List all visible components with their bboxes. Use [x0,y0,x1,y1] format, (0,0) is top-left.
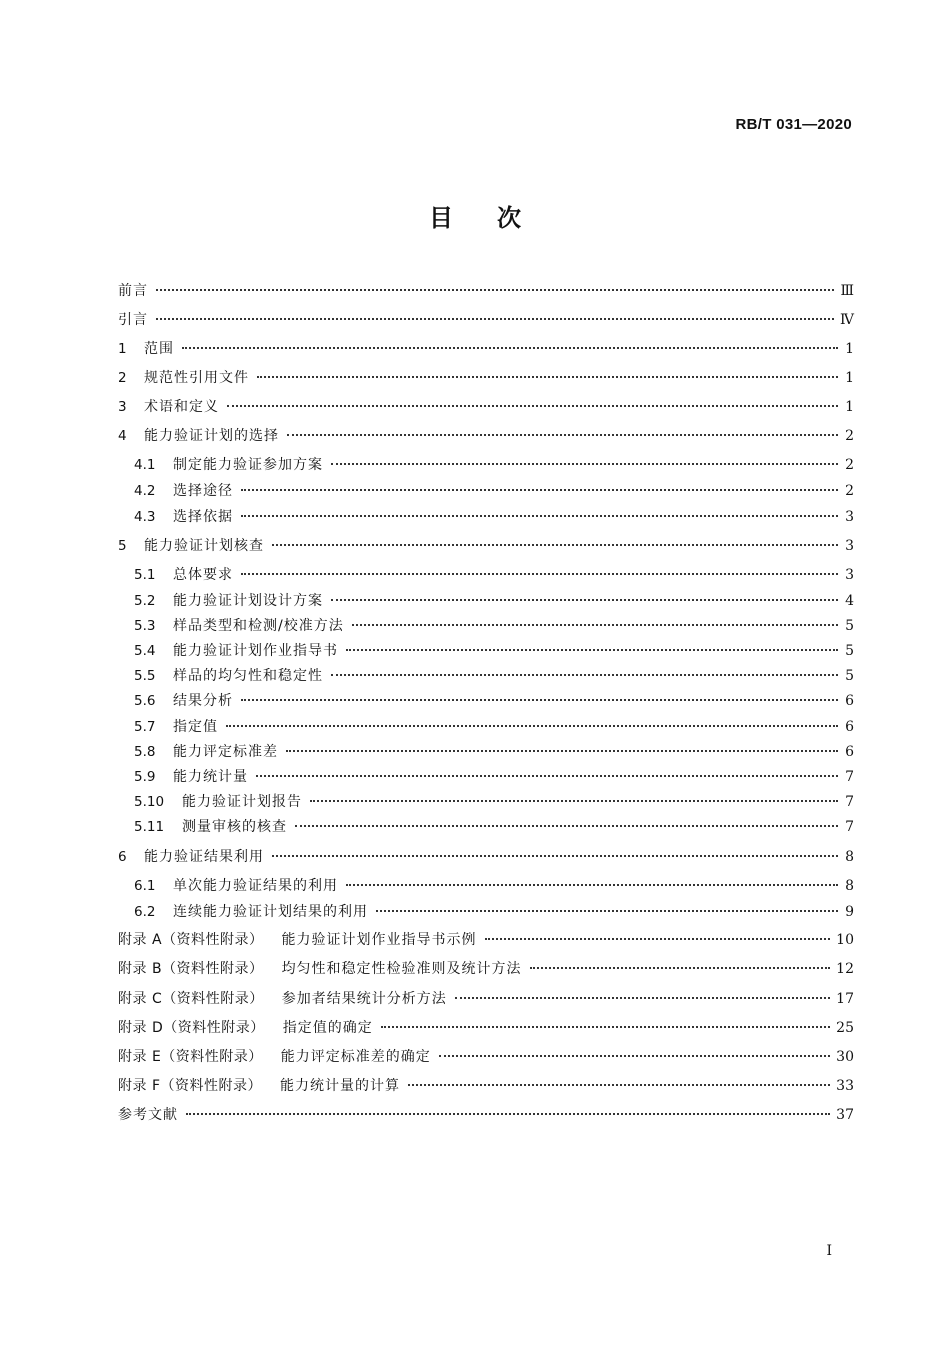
dot-leader [331,598,838,601]
toc-entry-page: Ⅲ [840,283,854,299]
toc-entry-number: 5.11 [134,819,165,835]
toc-entry-page: 3 [845,509,854,525]
toc-entry-page: 5 [845,618,854,634]
dot-leader [186,1112,830,1115]
toc-entry[interactable] [134,454,854,476]
toc-entry[interactable] [118,1046,854,1068]
toc-entry[interactable] [118,396,854,418]
toc-entry-number: 4 [118,428,127,444]
toc-entry[interactable] [134,590,854,612]
toc-entry-number: 3 [118,399,127,415]
toc-entry-label: 前言 [118,283,148,299]
toc-entry-label: 能力评定标准差的确定 [280,1049,431,1065]
toc-entry[interactable] [118,280,854,302]
toc-entry-page: 5 [845,668,854,684]
toc-entry-number: 1 [118,341,127,357]
toc-entry[interactable] [134,564,854,586]
toc-entry-label: 术语和定义 [144,399,219,415]
toc-entry-page: 33 [836,1078,854,1094]
dot-leader [485,937,831,940]
toc-title-char-2: 次 [497,204,521,232]
dot-leader [286,749,838,752]
toc-entry-label: 制定能力验证参加方案 [173,457,323,473]
dot-leader [156,317,834,320]
dot-leader [287,433,838,436]
toc-entry-page: 17 [836,991,854,1007]
toc-entry-page: 2 [845,483,854,499]
toc-entry-label: 测量审核的核查 [182,819,287,835]
toc-annex-id: 附录 E（资料性附录） [118,1049,263,1065]
toc-entry-page: 8 [845,878,854,894]
toc-entry[interactable] [118,535,854,557]
toc-entry-page: Ⅳ [840,312,854,328]
dot-leader [530,966,831,969]
toc-entry[interactable] [134,741,854,763]
dot-leader [272,543,838,546]
toc-entry-label: 规范性引用文件 [144,370,249,386]
toc-annex-id: 附录 F（资料性附录） [118,1078,263,1094]
toc-entry-number: 2 [118,370,127,386]
toc-entry-number: 4.3 [134,509,156,525]
toc-entry[interactable] [118,929,854,951]
toc-entry-label: 选择依据 [173,509,233,525]
dot-leader [227,404,838,407]
toc-entry-label: 能力验证结果利用 [144,849,264,865]
dot-leader [226,724,838,727]
toc-entry[interactable] [134,506,854,528]
toc-entry-page: 9 [845,904,854,920]
toc-entry-number: 4.2 [134,483,156,499]
toc-entry-label: 能力评定标准差 [173,744,278,760]
dot-leader [156,288,834,291]
toc-entry[interactable] [134,690,854,712]
toc-entry-number: 5.9 [134,769,156,785]
toc-entry[interactable] [134,615,854,637]
toc-entry[interactable] [118,367,854,389]
toc-entry-label: 能力验证计划核查 [144,538,264,554]
toc-title [0,198,950,233]
toc-entry-number: 4.1 [134,457,156,473]
toc-entry-number: 5.4 [134,643,156,659]
toc-entry[interactable] [134,716,854,738]
toc-entry-page: 10 [836,932,854,948]
toc-entry[interactable] [118,1017,854,1039]
dot-leader [381,1025,830,1028]
toc-entry-page: 30 [836,1049,854,1065]
toc-entry-number: 5.10 [134,794,165,810]
toc-entry-number: 5.6 [134,693,156,709]
toc-entry-page: 5 [845,643,854,659]
toc-entry-label: 引言 [118,312,148,328]
toc-entry-label: 能力验证计划作业指导书 [173,643,338,659]
toc-entry-label: 样品的均匀性和稳定性 [173,668,323,684]
toc-entry-page: 7 [845,819,854,835]
toc-entry[interactable] [118,1104,854,1126]
toc-entry-page: 6 [845,719,854,735]
toc-annex-id: 附录 B（资料性附录） [118,961,264,977]
toc-entry[interactable] [118,425,854,447]
toc-entry-label: 指定值 [173,719,218,735]
toc-entry-label: 能力统计量 [173,769,248,785]
toc-entry-label: 总体要求 [173,567,233,583]
toc-entry[interactable] [134,791,854,813]
toc-entry-number: 6.1 [134,878,156,894]
dot-leader [295,824,838,827]
toc-entry[interactable] [134,640,854,662]
toc-entry-page: 1 [845,399,854,415]
toc-entry-number: 6 [118,849,127,865]
standard-code: RB/T 031—2020 [735,116,852,133]
toc-entry-label: 参考文献 [118,1107,178,1123]
toc-entry-number: 5.7 [134,719,156,735]
toc-entry-page: 3 [845,567,854,583]
toc-entry-page: 12 [836,961,854,977]
toc-entry-label: 能力验证计划的选择 [144,428,279,444]
dot-leader [272,854,838,857]
dot-leader [352,623,838,626]
toc-entry-number: 5.8 [134,744,156,760]
dot-leader [346,648,838,651]
toc-entry[interactable] [118,338,854,360]
toc-entry[interactable] [118,958,854,980]
toc-entry[interactable] [118,309,854,331]
toc-entry-number: 5.5 [134,668,156,684]
toc-entry-label: 能力验证计划报告 [182,794,302,810]
toc-entry-label: 连续能力验证计划结果的利用 [173,904,368,920]
toc-entry-label: 指定值的确定 [282,1020,373,1036]
toc-entry-label: 结果分析 [173,693,233,709]
toc-entry-page: 7 [845,794,854,810]
toc-entry[interactable] [134,901,854,923]
toc-entry-number: 5.3 [134,618,156,634]
toc-entry[interactable] [134,480,854,502]
toc-entry-label: 均匀性和稳定性检验准则及统计方法 [281,961,522,977]
toc-annex-id: 附录 A（资料性附录） [118,932,264,948]
toc-entry-page: 37 [836,1107,854,1123]
toc-entry-page: 2 [845,457,854,473]
toc-entry-label: 选择途径 [173,483,233,499]
toc-entry-page: 6 [845,693,854,709]
dot-leader [256,774,838,777]
toc-entry-page: 25 [836,1020,854,1036]
toc-entry-number: 5.2 [134,593,156,609]
toc-annex-id: 附录 D（资料性附录） [118,1020,265,1036]
toc-entry[interactable] [134,665,854,687]
toc-entry-number: 5 [118,538,127,554]
toc-entry[interactable] [134,875,854,897]
dot-leader [241,572,838,575]
toc-entry-page: 4 [845,593,854,609]
dot-leader [408,1083,830,1086]
toc-entry-page: 2 [845,428,854,444]
dot-leader [331,462,838,465]
toc-entry-label: 能力验证计划设计方案 [173,593,323,609]
toc-entry-page: 6 [845,744,854,760]
toc-entry[interactable] [118,846,854,868]
toc-entry[interactable] [134,766,854,788]
toc-entry-page: 7 [845,769,854,785]
dot-leader [376,909,838,912]
dot-leader [439,1054,830,1057]
dot-leader [182,346,838,349]
dot-leader [331,673,838,676]
toc-annex-id: 附录 C（资料性附录） [118,991,264,1007]
dot-leader [455,996,830,999]
toc-entry-number: 6.2 [134,904,156,920]
toc-entry-number: 5.1 [134,567,156,583]
dot-leader [257,375,838,378]
toc-entry-label: 单次能力验证结果的利用 [173,878,338,894]
toc-entry-label: 能力验证计划作业指导书示例 [281,932,477,948]
toc-entry-label: 参加者结果统计分析方法 [281,991,447,1007]
toc-entry[interactable] [134,816,854,838]
toc-entry-page: 3 [845,538,854,554]
dot-leader [346,883,838,886]
toc-entry-label: 样品类型和检测/校准方法 [173,618,344,634]
dot-leader [241,698,838,701]
dot-leader [241,488,838,491]
toc-title-char-1: 目 [429,204,453,232]
toc-entry-page: 1 [845,370,854,386]
dot-leader [310,799,838,802]
toc-entry-label: 能力统计量的计算 [280,1078,401,1094]
page-folio: I [826,1243,832,1259]
toc-entry[interactable] [118,1075,854,1097]
dot-leader [241,514,838,517]
toc-entry-page: 1 [845,341,854,357]
toc-entry-label: 范围 [144,341,174,357]
toc-entry-page: 8 [845,849,854,865]
toc-entry[interactable] [118,988,854,1010]
